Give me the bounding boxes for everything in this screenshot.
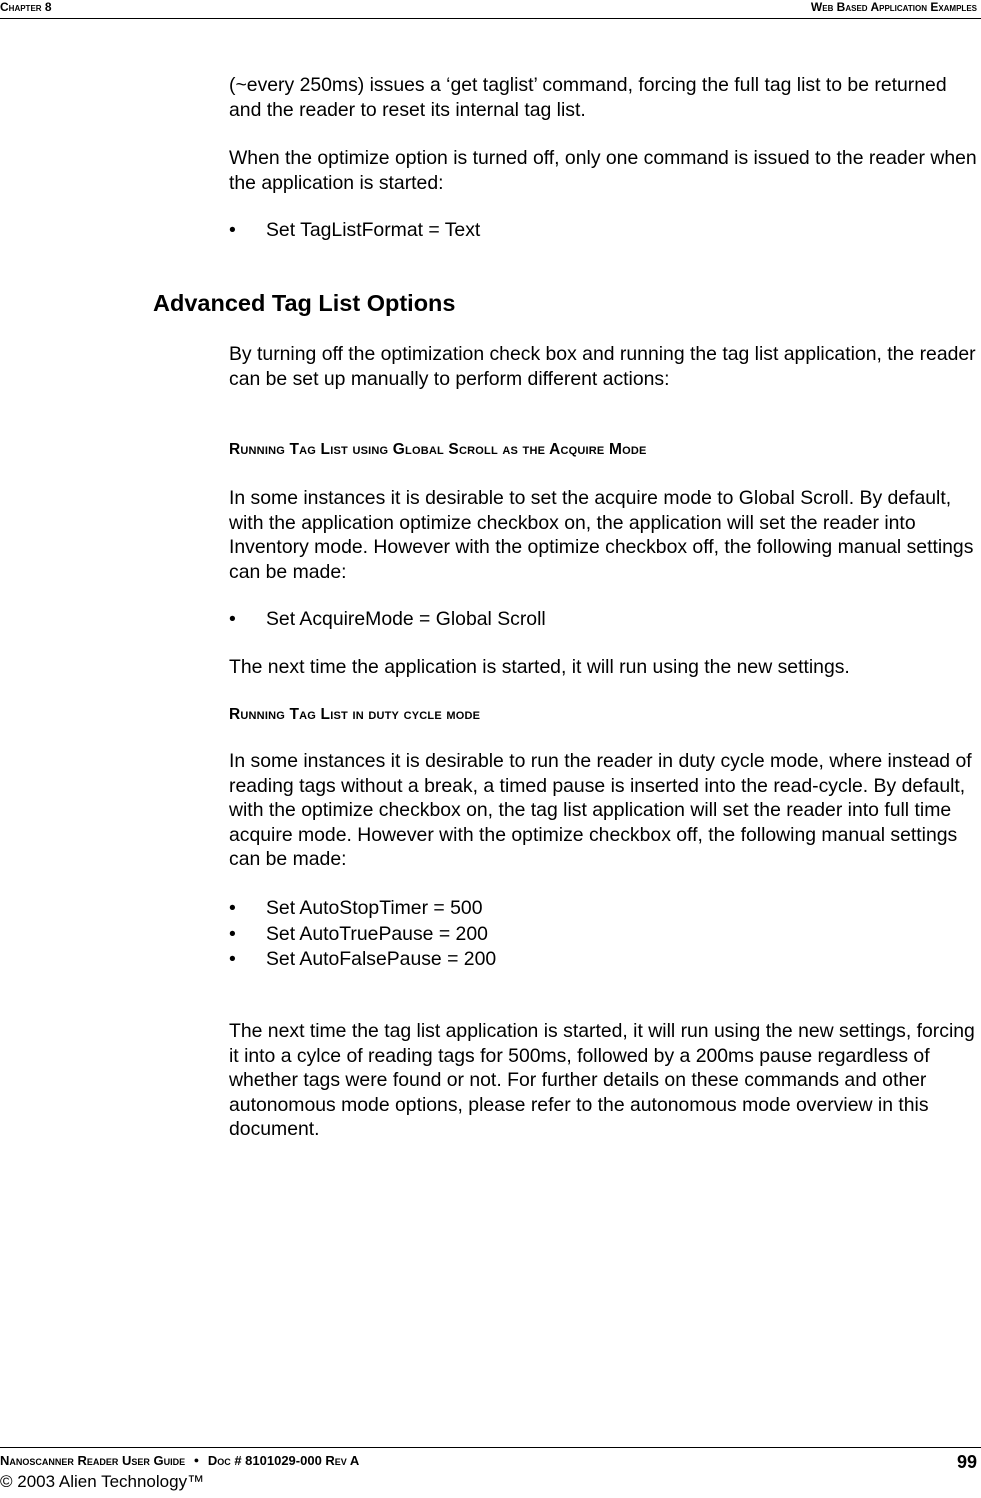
bullet-text: Set AutoFalsePause = 200 bbox=[266, 948, 497, 970]
paragraph-taglist-command: (~every 250ms) issues a ‘get taglist’ command, forcing the full tag list to be returned and the reader to reset its internal tag list. bbox=[229, 74, 947, 121]
copyright: © 2003 Alien Technology™ bbox=[0, 1472, 205, 1491]
bullet-text: Set TagListFormat = Text bbox=[266, 219, 481, 241]
bullet-text: Set AutoStopTimer = 500 bbox=[266, 897, 483, 919]
page-number: 99 bbox=[956, 1452, 977, 1472]
doc-number: Doc # 8101029-000 Rev A bbox=[207, 1453, 360, 1468]
bullet-icon: • bbox=[229, 219, 236, 241]
section-title: Web Based Application Examples bbox=[810, 0, 977, 14]
paragraph-duty-cycle: In some instances it is desirable to run the reader in duty cycle mode, where instead of reading tags without a break, a timed pause is inserted into the read-cycle. By default, with the optimize checkbox on, the tag list application will set the reader into full time acquire mode. However with the optimize checkbox off, the following manual settings can be made: bbox=[229, 750, 972, 870]
page-footer bbox=[0, 1447, 981, 1498]
paragraph-global-scroll: In some instances it is desirable to set the acquire mode to Global Scroll. By default, with the application optimize checkbox on, the application will set the reader into Inventory mode. However with the optimize checkbox off, the following manual settings can be made: bbox=[229, 487, 974, 583]
section-heading: Advanced Tag List Options bbox=[153, 290, 456, 316]
paragraph-autonomous-mode: The next time the tag list application is started, it will run using the new settings, forcing it into a cylce of reading tags for 500ms, followed by a 200ms pause regardless of whether tags were found or not. For further details on these commands and other autonomous mode options, please refer to the autonomous mode overview in this document. bbox=[229, 1020, 975, 1140]
subheading-duty-cycle: Running Tag List in duty cycle mode bbox=[229, 706, 481, 723]
bullet-text: Set AcquireMode = Global Scroll bbox=[266, 608, 546, 630]
bullet-icon: • bbox=[229, 948, 236, 970]
page-header bbox=[0, 0, 981, 19]
paragraph-manual-setup: By turning off the optimization check box and running the tag list application, the reader can be set up manually to perform different actions: bbox=[229, 343, 976, 390]
bullet-icon: • bbox=[229, 608, 236, 630]
separator-dot: ● bbox=[193, 1455, 200, 1465]
paragraph-new-settings: The next time the application is started, it will run using the new settings. bbox=[229, 656, 850, 678]
doc-info bbox=[0, 1453, 359, 1468]
guide-title: Nanoscanner Reader User Guide bbox=[0, 1453, 186, 1468]
bullet-icon: • bbox=[229, 923, 236, 945]
bullet-icon: • bbox=[229, 897, 236, 919]
chapter-label: Chapter 8 bbox=[0, 0, 52, 14]
subheading-global-scroll: Running Tag List using Global Scroll as the Acquire Mode bbox=[229, 441, 647, 458]
bullet-text: Set AutoTruePause = 200 bbox=[266, 923, 488, 945]
paragraph-optimize-off: When the optimize option is turned off, only one command is issued to the reader when the application is started: bbox=[229, 147, 977, 194]
